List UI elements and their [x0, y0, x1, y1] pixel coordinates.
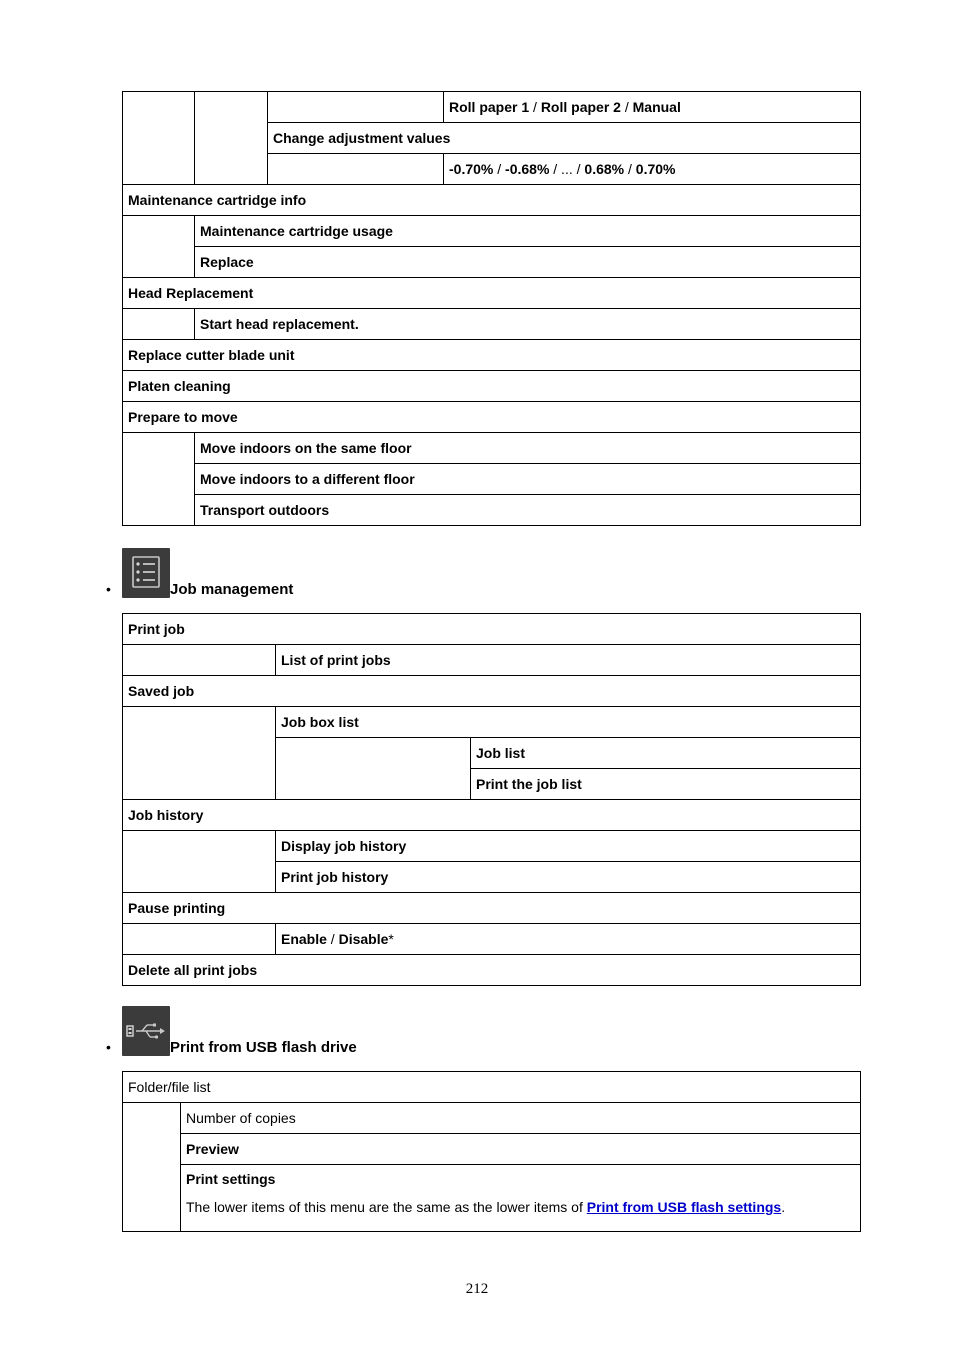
head-replacement-item: Head Replacement	[123, 278, 861, 309]
list-of-print-jobs-item: List of print jobs	[276, 645, 861, 676]
separator: /	[620, 98, 633, 115]
usb-print-table	[122, 1071, 861, 1232]
separator: /	[624, 160, 636, 177]
separator: / ... /	[549, 160, 585, 177]
change-adjustment-values-item: Change adjustment values	[268, 123, 861, 154]
list-icon	[122, 548, 170, 598]
job-management-heading	[106, 548, 366, 598]
display-job-history-item: Display job history	[276, 831, 861, 862]
indent-cell	[123, 92, 195, 185]
print-settings-label: Print settings	[186, 1171, 276, 1187]
indent-cell	[123, 216, 195, 278]
bullet: •	[106, 581, 111, 597]
indent-cell	[195, 92, 268, 185]
job-list-item: Job list	[471, 738, 861, 769]
start-head-replacement-item: Start head replacement.	[195, 309, 861, 340]
job-box-list-item: Job box list	[276, 707, 861, 738]
indent-cell	[123, 309, 195, 340]
option-enable: Enable	[281, 930, 327, 947]
option-068: 0.68%	[584, 160, 625, 177]
enable-disable-cell	[276, 924, 861, 955]
print-the-job-list-item: Print the job list	[471, 769, 861, 800]
indent-cell	[123, 433, 195, 526]
note-prefix: The lower items of this menu are the same as the lower items of	[186, 1199, 587, 1215]
option-roll-paper-1: Roll paper 1	[449, 98, 530, 115]
folder-file-list-item: Folder/file list	[123, 1072, 861, 1103]
maintenance-cartridge-usage-item: Maintenance cartridge usage	[195, 216, 861, 247]
print-settings-item	[181, 1165, 861, 1232]
maintenance-cartridge-info-item: Maintenance cartridge info	[123, 185, 861, 216]
indent-cell	[268, 92, 444, 123]
job-management-table	[122, 613, 861, 986]
indent-cell	[268, 154, 444, 185]
pause-printing-item: Pause printing	[123, 893, 861, 924]
print-job-item: Print job	[123, 614, 861, 645]
option-070: 0.70%	[635, 160, 676, 177]
indent-cell	[123, 831, 276, 893]
indent-cell	[123, 924, 276, 955]
print-settings-note	[186, 1199, 855, 1216]
option-manual: Manual	[632, 98, 681, 115]
separator: /	[529, 98, 541, 115]
print-job-history-item: Print job history	[276, 862, 861, 893]
usb-heading	[106, 1006, 406, 1056]
option-minus-068: -0.68%	[505, 160, 550, 177]
platen-cleaning-item: Platen cleaning	[123, 371, 861, 402]
bullet: •	[106, 1039, 111, 1055]
page-number: 212	[465, 1281, 489, 1297]
roll-options-cell	[444, 92, 861, 123]
option-minus-070: -0.70%	[449, 160, 494, 177]
indent-cell	[123, 1103, 181, 1232]
option-disable: Disable	[338, 930, 389, 947]
settings-menu-table	[122, 91, 861, 526]
adjust-options-cell	[444, 154, 861, 185]
section-title: Print from USB flash drive	[170, 1039, 357, 1056]
prepare-to-move-item: Prepare to move	[123, 402, 861, 433]
indent-cell	[123, 645, 276, 676]
preview-item: Preview	[181, 1134, 861, 1165]
move-different-floor-item: Move indoors to a different floor	[195, 464, 861, 495]
indent-cell	[123, 707, 276, 800]
usb-icon	[122, 1006, 170, 1056]
option-roll-paper-2: Roll paper 2	[540, 98, 621, 115]
separator: /	[493, 160, 506, 177]
transport-outdoors-item: Transport outdoors	[195, 495, 861, 526]
replace-item: Replace	[195, 247, 861, 278]
note-suffix: .	[781, 1199, 786, 1215]
saved-job-item: Saved job	[123, 676, 861, 707]
print-from-usb-settings-link[interactable]: Print from USB flash settings	[586, 1199, 782, 1215]
number-of-copies-item: Number of copies	[181, 1103, 861, 1134]
job-history-item: Job history	[123, 800, 861, 831]
separator: /	[326, 930, 339, 947]
default-marker: *	[388, 930, 394, 947]
move-same-floor-item: Move indoors on the same floor	[195, 433, 861, 464]
section-title: Job management	[170, 581, 294, 598]
indent-cell	[276, 738, 471, 800]
delete-all-print-jobs-item: Delete all print jobs	[123, 955, 861, 986]
replace-cutter-blade-item: Replace cutter blade unit	[123, 340, 861, 371]
